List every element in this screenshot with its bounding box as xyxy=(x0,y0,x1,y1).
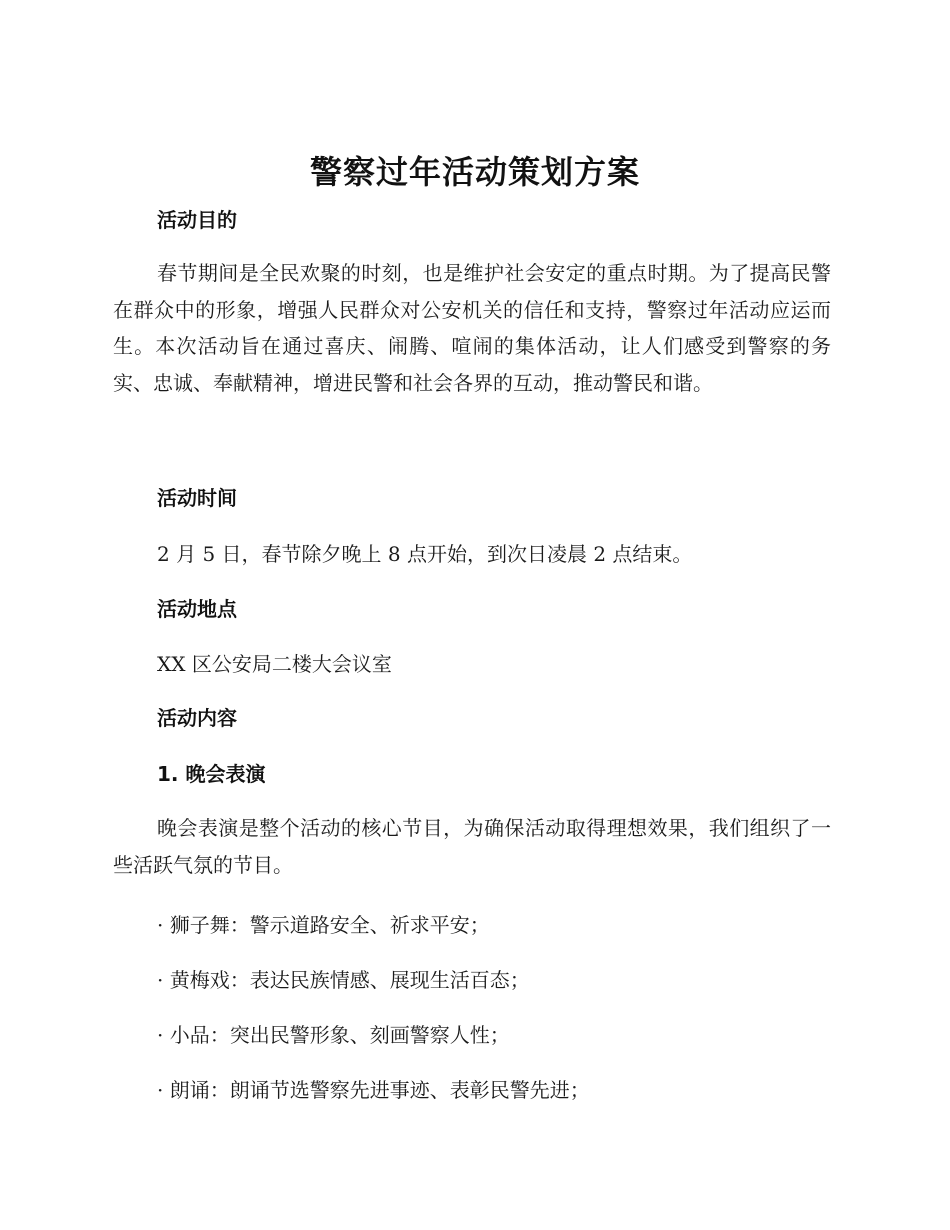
section-heading-location: 活动地点 xyxy=(157,597,237,621)
section-body-purpose: 春节期间是全民欢聚的时刻，也是维护社会安定的重点时期。为了提高民警在群众中的形象，增强人民群众对公安机关的信任和支持，警察过年活动应运而生。本次活动旨在通过喜庆、闹腾、喧闹的集体活动，让人们感受到警察的务实、忠诚、奉献精神，增进民警和社会各界的互动，推动警民和谐。 xyxy=(113,261,831,395)
list-item: · 黄梅戏：表达民族情感、展现生活百态； xyxy=(157,968,530,992)
list-item: · 小品：突出民警形象、刻画警察人性； xyxy=(157,1023,510,1047)
document-title: 警察过年活动策划方案 xyxy=(309,153,640,191)
subsection-body-performance: 晚会表演是整个活动的核心节目，为确保活动取得理想效果，我们组织了一些活跃气氛的节目。 xyxy=(113,816,831,877)
list-item: · 狮子舞：警示道路安全、祈求平安； xyxy=(157,913,490,937)
section-heading-content: 活动内容 xyxy=(157,706,237,730)
section-heading-purpose: 活动目的 xyxy=(157,208,237,232)
section-body-time: 2 月 5 日，春节除夕晚上 8 点开始，到次日凌晨 2 点结束。 xyxy=(157,542,693,566)
subsection-heading-performance: 1. 晚会表演 xyxy=(157,762,266,786)
list-item: · 朗诵：朗诵节选警察先进事迹、表彰民警先进； xyxy=(157,1078,590,1102)
section-body-location: XX 区公安局二楼大会议室 xyxy=(157,652,392,676)
section-heading-time: 活动时间 xyxy=(157,486,237,510)
